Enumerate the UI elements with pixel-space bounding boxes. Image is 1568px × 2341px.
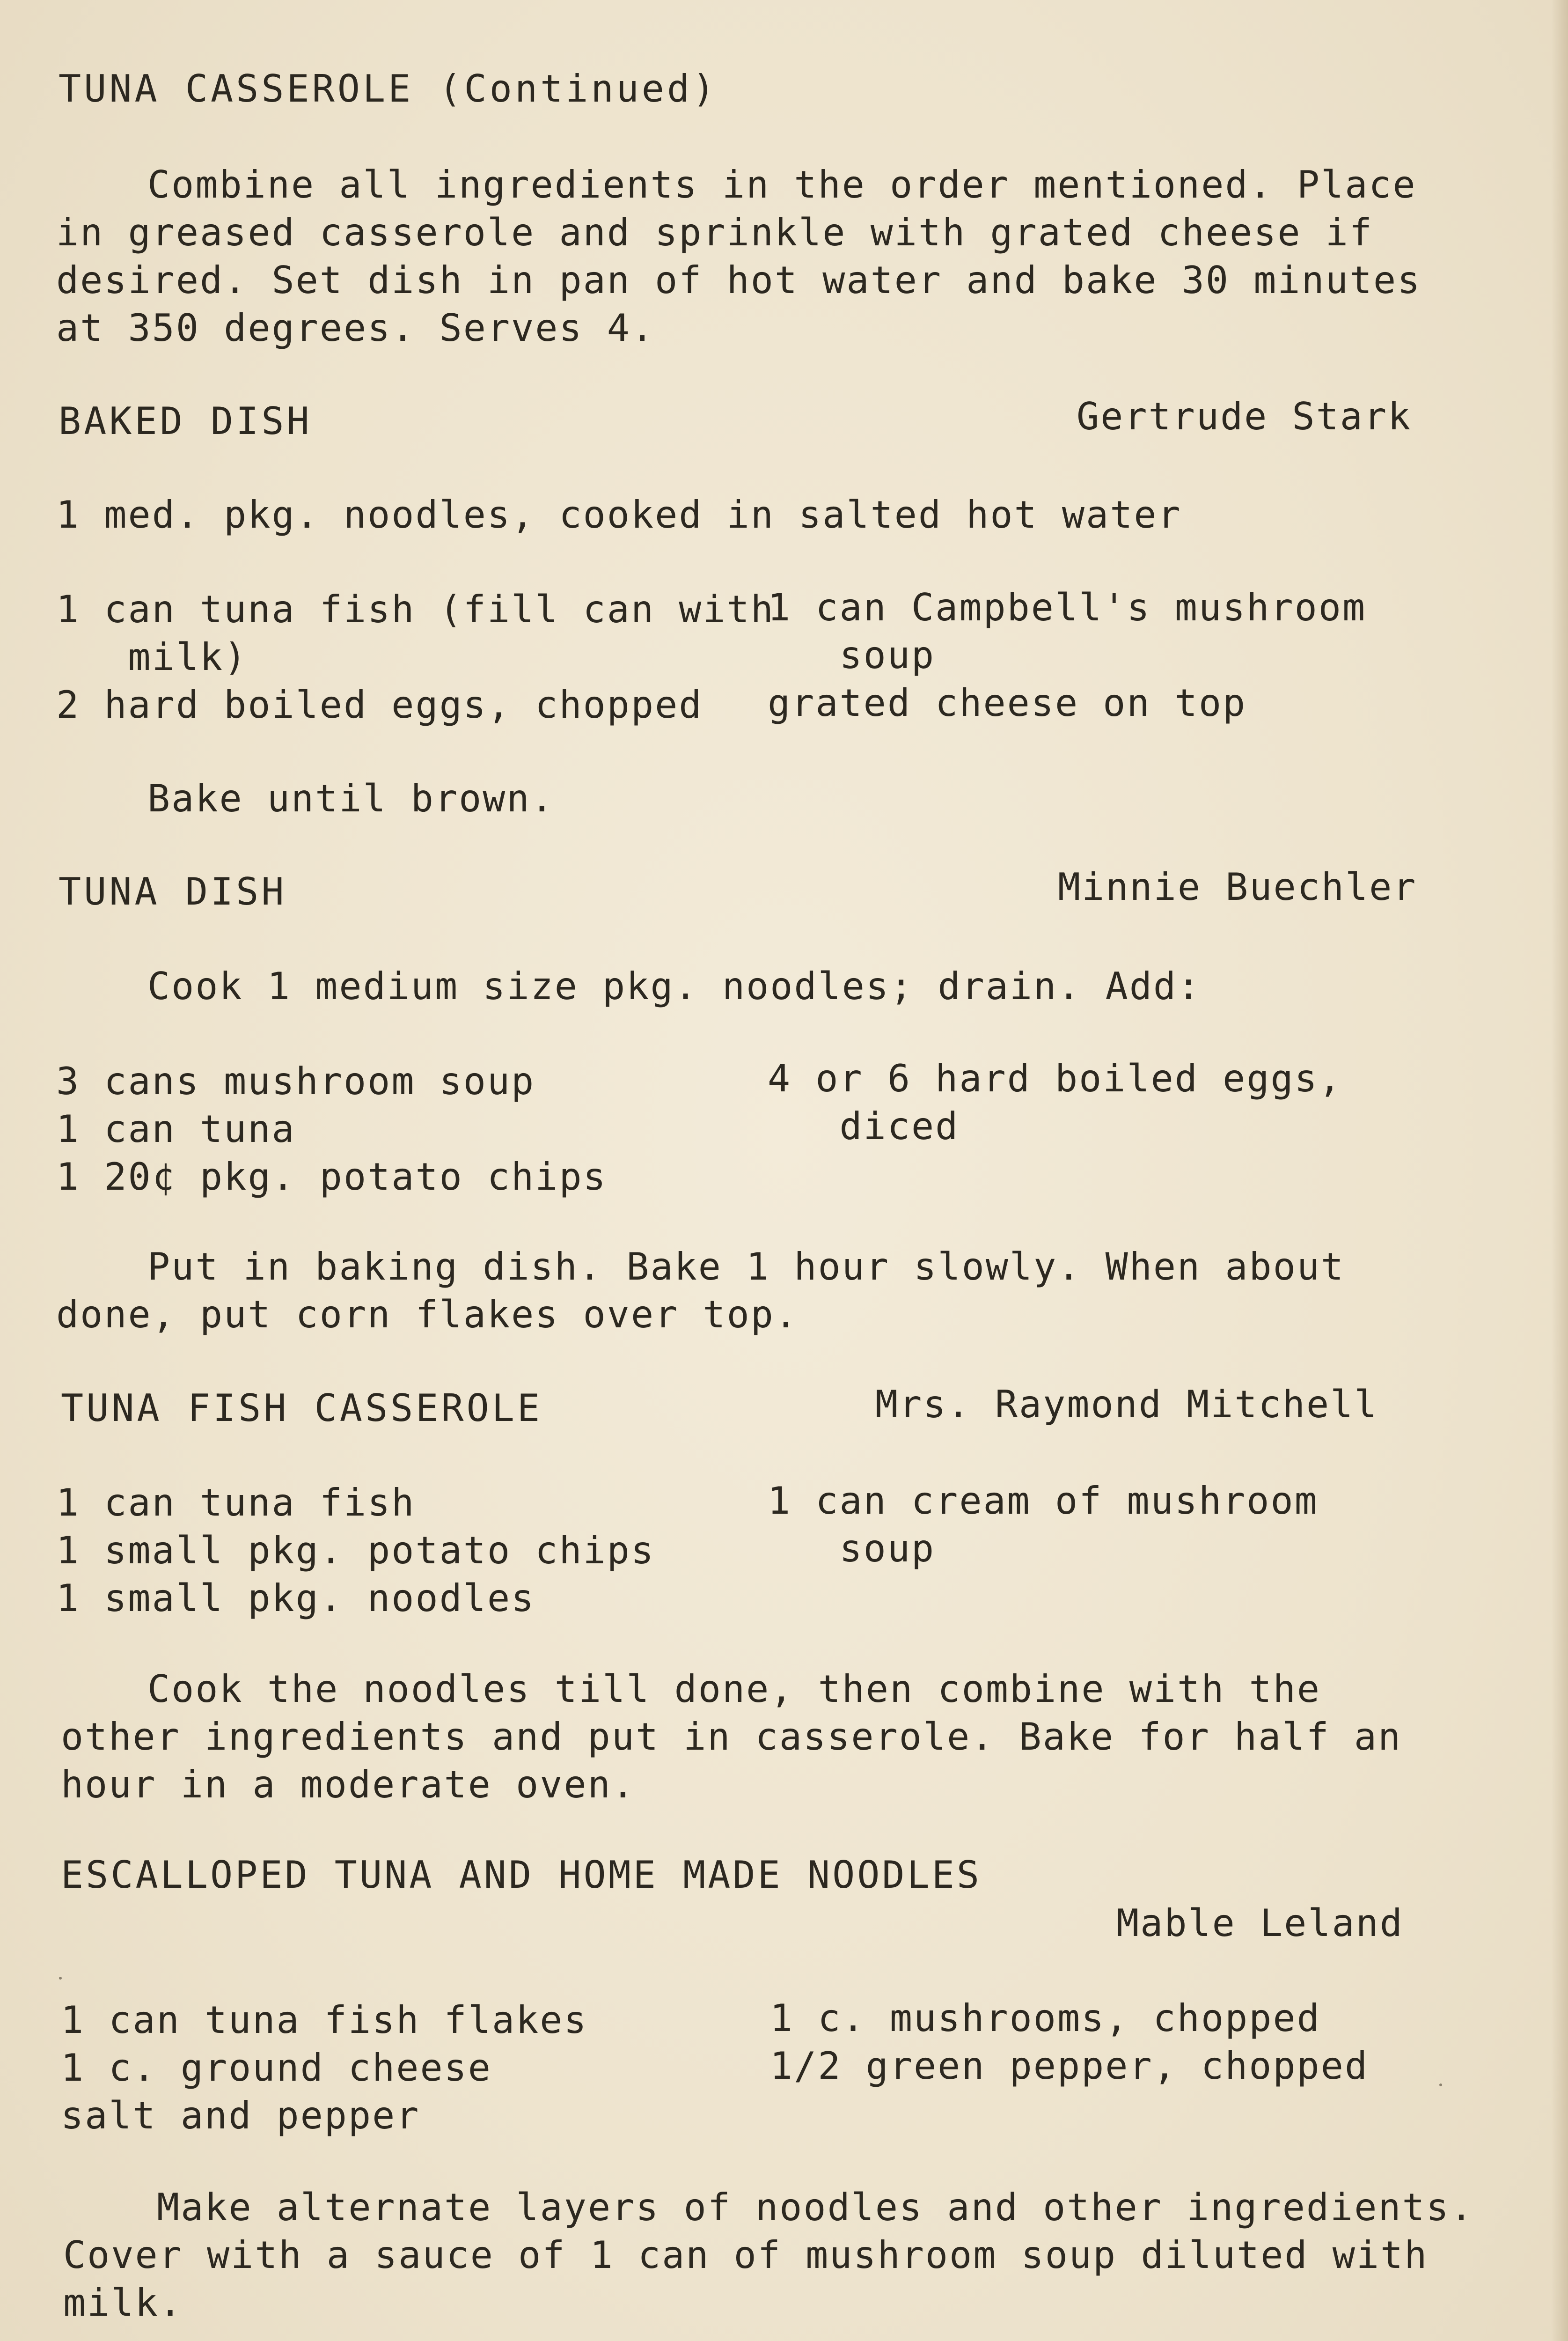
recipe-instructions: milk. [63, 2281, 183, 2325]
ingredient-left: 1 can tuna fish flakes [61, 1998, 588, 2042]
ingredient-left: 1 can tuna fish [56, 1481, 416, 1524]
ingredient-left: 1 small pkg. noodles [56, 1576, 535, 1620]
recipe-author: Gertrude Stark [1077, 395, 1412, 438]
ingredient-right: 1 can cream of mushroom [768, 1479, 1319, 1523]
ingredient-right: 1 c. mushrooms, chopped [770, 1996, 1321, 2040]
recipe-instructions: Make alternate layers of noodles and other ingredients. [157, 2186, 1474, 2229]
stray-mark [59, 1977, 62, 1980]
recipe-intro: 1 med. pkg. noodles, cooked in salted hot water [56, 493, 1182, 537]
ingredient-right: 4 or 6 hard boiled eggs, [768, 1057, 1342, 1100]
stray-mark [1439, 2083, 1442, 2086]
ingredient-left: 1 can tuna [56, 1107, 296, 1151]
ingredient-right: 1 can Campbell's mushroom [768, 586, 1367, 629]
continued-text-line: at 350 degrees. Serves 4. [56, 306, 655, 350]
ingredient-left: 3 cans mushroom soup [56, 1060, 535, 1103]
recipe-author: Mrs. Raymond Mitchell [875, 1383, 1378, 1426]
recipe-title: TUNA DISH [59, 870, 287, 913]
continued-text-line: desired. Set dish in pan of hot water and bake 30 minutes [56, 258, 1421, 302]
recipe-title: BAKED DISH [59, 399, 312, 443]
ingredient-left: 1 small pkg. potato chips [56, 1529, 655, 1572]
ingredient-right: grated cheese on top [768, 681, 1247, 725]
ingredient-left: 2 hard boiled eggs, chopped [56, 683, 703, 727]
continued-text-line: Combine all ingredients in the order mentioned. Place [147, 163, 1417, 206]
continued-heading: TUNA CASSEROLE (Continued) [59, 67, 718, 110]
ingredient-right: diced [768, 1104, 960, 1148]
recipe-instructions: hour in a moderate oven. [61, 1763, 636, 1806]
recipe-instructions: other ingredients and put in casserole. Bake for half an [61, 1715, 1402, 1759]
ingredient-right: soup [768, 1527, 936, 1570]
ingredient-right: soup [768, 633, 936, 677]
recipe-instructions: done, put corn flakes over top. [56, 1293, 799, 1336]
page-edge-shadow [1551, 0, 1568, 2341]
ingredient-left: 1 20¢ pkg. potato chips [56, 1155, 607, 1199]
ingredient-left: milk) [56, 635, 248, 679]
recipe-instructions: Cover with a sauce of 1 can of mushroom soup diluted with [63, 2233, 1429, 2277]
ingredient-left: 1 c. ground cheese [61, 2046, 492, 2090]
recipe-intro: Cook 1 medium size pkg. noodles; drain. Add: [147, 964, 1202, 1008]
recipe-title: ESCALLOPED TUNA AND HOME MADE NOODLES [61, 1853, 982, 1897]
ingredient-right: 1/2 green pepper, chopped [770, 2044, 1369, 2088]
continued-text-line: in greased casserole and sprinkle with grated cheese if [56, 211, 1374, 254]
ingredient-left: salt and pepper [61, 2094, 420, 2137]
recipe-instructions: Bake until brown. [147, 777, 555, 820]
recipe-author: Mable Leland [1116, 1901, 1404, 1945]
recipe-title: TUNA FISH CASSEROLE [61, 1386, 543, 1430]
recipe-instructions: Cook the noodles till done, then combine with the [147, 1667, 1321, 1711]
recipe-instructions: Put in baking dish. Bake 1 hour slowly. When about [147, 1245, 1345, 1288]
ingredient-left: 1 can tuna fish (fill can with [56, 588, 775, 631]
recipe-author: Minnie Buechler [1058, 865, 1417, 909]
